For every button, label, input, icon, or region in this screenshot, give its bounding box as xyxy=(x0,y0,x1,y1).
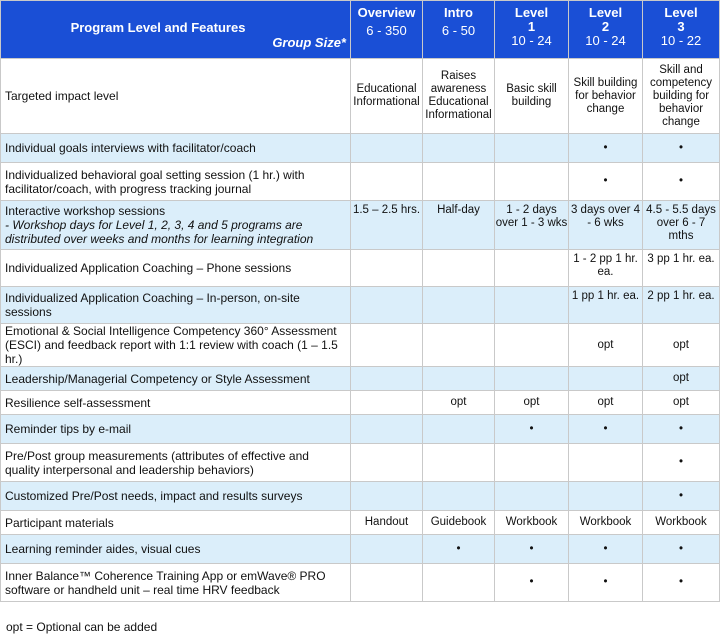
value-cell xyxy=(495,287,569,324)
value-cell xyxy=(423,564,495,602)
value-cell xyxy=(351,367,423,391)
value-cell: Handout xyxy=(351,511,423,535)
value-cell: 2 pp 1 hr. ea. xyxy=(643,287,720,324)
value-cell xyxy=(351,324,423,367)
value-cell xyxy=(423,163,495,201)
table-row xyxy=(1,391,720,415)
value-cell xyxy=(351,482,423,511)
value-cell xyxy=(423,287,495,324)
header-intro xyxy=(423,1,495,59)
value-cell xyxy=(569,444,643,482)
feature-cell: Targeted impact level xyxy=(1,59,351,134)
column-group-size: 6 - 50 xyxy=(441,23,476,38)
feature-column-title: Program Level and Features xyxy=(70,20,246,35)
value-cell xyxy=(495,134,569,163)
bullet-cell: • xyxy=(643,444,720,482)
bullet-cell: • xyxy=(569,535,643,564)
column-name: Intro xyxy=(444,5,473,20)
bullet-cell: • xyxy=(643,163,720,201)
bullet-cell: • xyxy=(423,535,495,564)
feature-cell: Reminder tips by e-mail xyxy=(1,415,351,444)
header-level-1 xyxy=(495,1,569,59)
table-row xyxy=(1,564,720,602)
feature-cell: Inner Balance™ Coherence Training App or emWave® PRO software or handheld unit – real time HRV feedback xyxy=(1,564,351,602)
value-cell xyxy=(569,367,643,391)
bullet-cell: • xyxy=(643,134,720,163)
feature-cell: Individualized Application Coaching – Phone sessions xyxy=(1,250,351,287)
value-cell xyxy=(495,367,569,391)
value-cell: Workbook xyxy=(643,511,720,535)
column-group-size: 10 - 24 xyxy=(585,33,626,48)
feature-cell: Participant materials xyxy=(1,511,351,535)
table-row xyxy=(1,444,720,482)
bullet-cell: • xyxy=(569,134,643,163)
value-cell xyxy=(423,324,495,367)
value-cell: 3 days over 4 - 6 wks xyxy=(569,201,643,250)
value-cell xyxy=(351,287,423,324)
value-cell: Half-day xyxy=(423,201,495,250)
header-row xyxy=(1,1,720,59)
value-cell: Educational Informational xyxy=(351,59,423,134)
value-cell: Guidebook xyxy=(423,511,495,535)
bullet-cell: • xyxy=(569,163,643,201)
feature-title: Interactive workshop sessions xyxy=(5,204,166,218)
value-cell: 1 - 2 days over 1 - 3 wks xyxy=(495,201,569,250)
value-cell: opt xyxy=(643,367,720,391)
value-cell xyxy=(423,250,495,287)
value-cell xyxy=(351,163,423,201)
value-cell: opt xyxy=(423,391,495,415)
table-row xyxy=(1,134,720,163)
table-row xyxy=(1,415,720,444)
value-cell xyxy=(495,444,569,482)
value-cell xyxy=(351,134,423,163)
value-cell: Raises awareness Educational Informational xyxy=(423,59,495,134)
feature-cell: Individualized Application Coaching – In-person, on-site sessions xyxy=(1,287,351,324)
header-level-2 xyxy=(569,1,643,59)
feature-cell: Individual goals interviews with facilitator/coach xyxy=(1,134,351,163)
feature-cell: Leadership/Managerial Competency or Style Assessment xyxy=(1,367,351,391)
feature-cell: Individualized behavioral goal setting session (1 hr.) with facilitator/coach, with progress tracking journal xyxy=(1,163,351,201)
table-row xyxy=(1,59,720,134)
column-name-line2: 2 xyxy=(601,19,610,34)
group-size-label: Group Size* xyxy=(272,35,346,50)
table-row xyxy=(1,324,720,367)
feature-cell: Resilience self-assessment xyxy=(1,391,351,415)
value-cell xyxy=(423,415,495,444)
column-name-line1: Level xyxy=(514,5,549,20)
value-cell xyxy=(351,535,423,564)
bullet-cell: • xyxy=(495,415,569,444)
feature-cell xyxy=(1,201,351,250)
value-cell: opt xyxy=(569,324,643,367)
value-cell xyxy=(423,134,495,163)
feature-cell: Learning reminder aides, visual cues xyxy=(1,535,351,564)
header-feature-cell xyxy=(1,1,351,59)
value-cell: opt xyxy=(643,324,720,367)
bullet-cell: • xyxy=(643,482,720,511)
column-group-size: 10 - 24 xyxy=(511,33,552,48)
column-group-size: 6 - 350 xyxy=(366,23,407,38)
value-cell: 3 pp 1 hr. ea. xyxy=(643,250,720,287)
value-cell xyxy=(495,324,569,367)
feature-cell: Emotional & Social Intelligence Competency 360° Assessment (ESCI) and feedback report with 1:1 review with coach (1 – 1.5 hr.) xyxy=(1,324,351,367)
value-cell xyxy=(351,415,423,444)
value-cell xyxy=(495,250,569,287)
column-group-size: 10 - 22 xyxy=(660,33,702,48)
value-cell: 1 - 2 pp 1 hr. ea. xyxy=(569,250,643,287)
column-name: Overview xyxy=(357,5,416,20)
value-cell: 4.5 - 5.5 days over 6 - 7 mths xyxy=(643,201,720,250)
value-cell: Skill and competency building for behavior change xyxy=(643,59,720,134)
value-cell: Basic skill building xyxy=(495,59,569,134)
value-cell: opt xyxy=(643,391,720,415)
column-name-line2: 1 xyxy=(527,19,536,34)
value-cell: Workbook xyxy=(495,511,569,535)
column-name-line1: Level xyxy=(664,5,698,20)
header-overview xyxy=(351,1,423,59)
value-cell xyxy=(495,163,569,201)
value-cell: 1.5 – 2.5 hrs. xyxy=(351,201,423,250)
value-cell xyxy=(423,367,495,391)
value-cell xyxy=(351,444,423,482)
bullet-cell: • xyxy=(569,564,643,602)
header-level-3 xyxy=(643,1,720,59)
value-cell: opt xyxy=(495,391,569,415)
value-cell xyxy=(351,391,423,415)
value-cell xyxy=(351,564,423,602)
table-row xyxy=(1,535,720,564)
value-cell: Skill building for behavior change xyxy=(569,59,643,134)
column-name-line1: Level xyxy=(588,5,623,20)
table-row xyxy=(1,287,720,324)
value-cell: 1 pp 1 hr. ea. xyxy=(569,287,643,324)
table-row xyxy=(1,367,720,391)
value-cell xyxy=(423,482,495,511)
table-row xyxy=(1,250,720,287)
value-cell xyxy=(495,482,569,511)
table-row xyxy=(1,511,720,535)
table-row xyxy=(1,482,720,511)
footnote: opt = Optional can be added xyxy=(6,620,158,634)
value-cell xyxy=(569,482,643,511)
value-cell xyxy=(423,444,495,482)
feature-note: - Workshop days for Level 1, 2, 3, 4 and 5 programs are distributed over weeks and months for learning integration xyxy=(5,218,314,246)
bullet-cell: • xyxy=(643,415,720,444)
value-cell: opt xyxy=(569,391,643,415)
feature-cell: Customized Pre/Post needs, impact and results surveys xyxy=(1,482,351,511)
bullet-cell: • xyxy=(643,535,720,564)
bullet-cell: • xyxy=(569,415,643,444)
column-name-line2: 3 xyxy=(677,19,685,34)
bullet-cell: • xyxy=(495,564,569,602)
table-row xyxy=(1,201,720,250)
table-row xyxy=(1,163,720,201)
bullet-cell: • xyxy=(643,564,720,602)
feature-cell: Pre/Post group measurements (attributes of effective and quality interpersonal and leadership behaviors) xyxy=(1,444,351,482)
bullet-cell: • xyxy=(495,535,569,564)
value-cell xyxy=(351,250,423,287)
value-cell: Workbook xyxy=(569,511,643,535)
